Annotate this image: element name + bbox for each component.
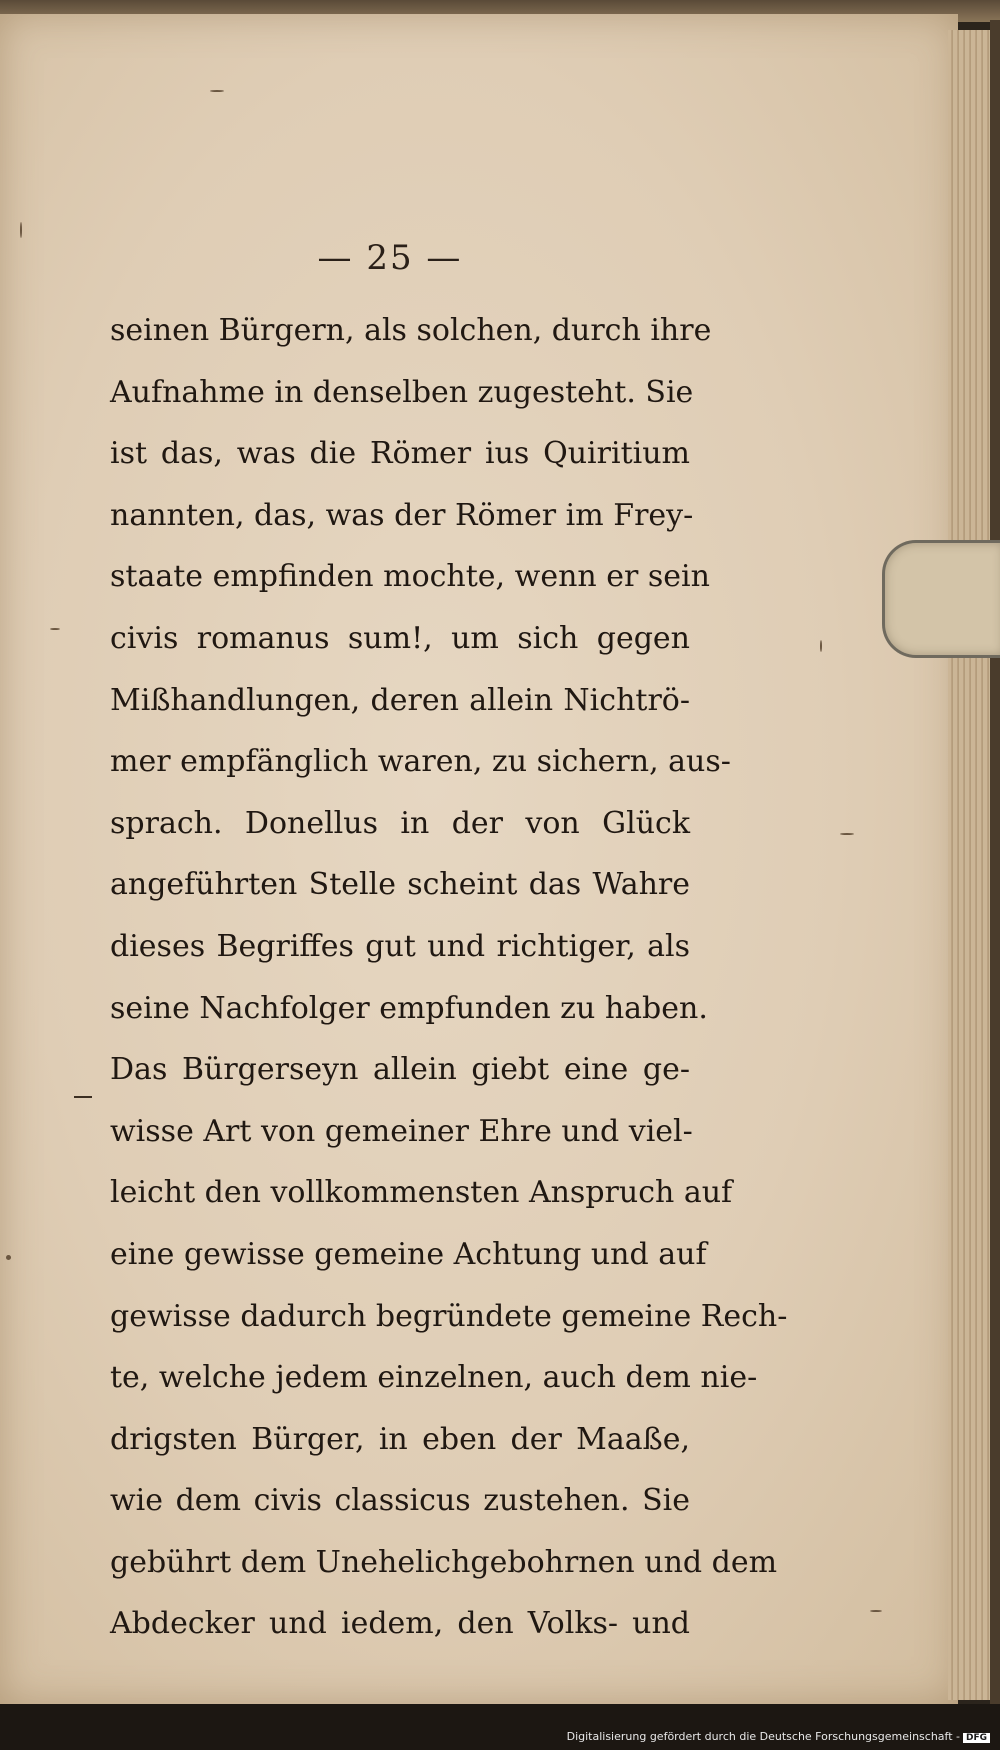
text-line: seine Nachfolger empfunden zu haben.	[110, 990, 708, 1026]
paper-speck	[20, 222, 22, 238]
paper-speck	[50, 628, 60, 630]
paper-speck	[870, 1610, 882, 1612]
text-line: drigsten Bürger, in eben der Maaße,	[110, 1421, 690, 1457]
paper-speck	[210, 90, 224, 92]
digitization-credit	[567, 1730, 990, 1743]
text-line: gebührt dem Unehelichgebohrnen und dem	[110, 1544, 778, 1580]
text-line: eine gewisse gemeine Achtung und auf	[110, 1236, 707, 1272]
text-line: Mißhandlungen, deren allein Nichtrö-	[110, 682, 690, 718]
paper-speck	[820, 640, 822, 652]
dfg-logo: DFG	[963, 1733, 990, 1743]
text-line: wie dem civis classicus zustehen. Sie	[110, 1483, 690, 1519]
text-line: sprach. Donellus in der von Glück	[110, 805, 690, 841]
body-text	[110, 300, 788, 1655]
text-line: mer empfänglich waren, zu sichern, aus-	[110, 744, 731, 780]
page-number: — 25 —	[317, 238, 463, 278]
credit-text: Digitalisierung gefördert durch die Deutsche Forschungsgemeinschaft -	[566, 1730, 960, 1743]
text-line: Abdecker und iedem, den Volks- und	[110, 1606, 690, 1642]
text-line: gewisse dadurch begründete gemeine Rech-	[110, 1298, 788, 1334]
page-stack-edge	[948, 30, 996, 1700]
paper-speck	[840, 833, 854, 835]
text-line: ist das, was die Römer ius Quiritium	[110, 436, 690, 472]
paper-speck	[6, 1255, 11, 1260]
text-line: te, welche jedem einzelnen, auch dem nie-	[110, 1360, 758, 1396]
text-line: angeführten Stelle scheint das Wahre	[110, 867, 690, 903]
text-line: leicht den vollkommensten Anspruch auf	[110, 1175, 733, 1211]
text-line: Aufnahme in denselben zugesteht. Sie	[110, 374, 694, 410]
book-shadow	[990, 20, 1000, 1710]
text-line: Das Bürgerseyn allein giebt eine ge-	[110, 1052, 690, 1088]
text-line: dieses Begriffes gut und richtiger, als	[110, 928, 690, 964]
text-line: wisse Art von gemeiner Ehre und viel-	[110, 1113, 693, 1149]
margin-mark	[74, 1096, 92, 1098]
text-line: nannten, das, was der Römer im Frey-	[110, 497, 694, 533]
scan-bottom-strip	[0, 1704, 1000, 1750]
text-line: staate empfinden mochte, wenn er sein	[110, 559, 710, 595]
bookmark-tab	[882, 540, 1000, 658]
text-line: civis romanus sum!, um sich gegen	[110, 620, 690, 656]
text-line: seinen Bürgern, als solchen, durch ihre	[110, 313, 712, 348]
